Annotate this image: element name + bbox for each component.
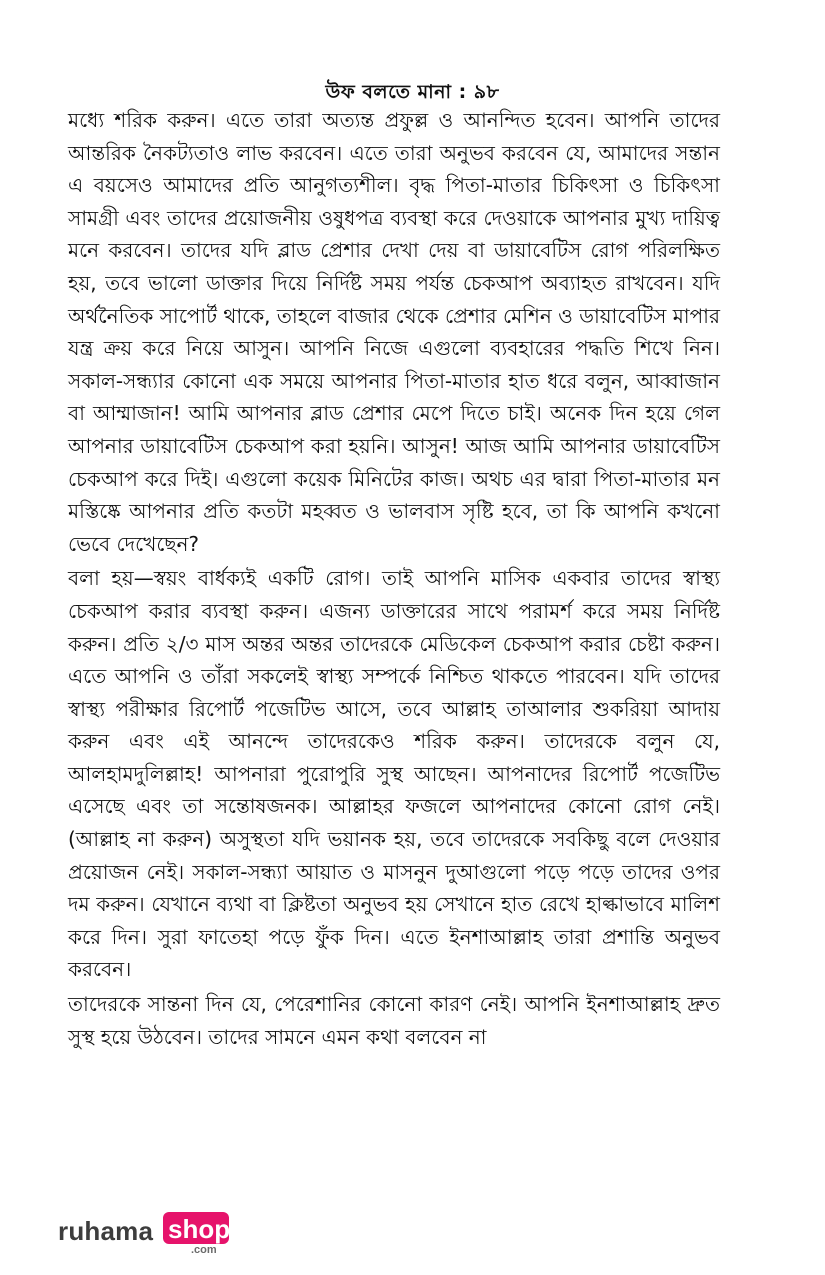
page-body: [68, 104, 720, 1053]
logo-text-shop: shop: [168, 1214, 231, 1244]
paragraph-1: মধ্যে শরিক করুন। এতে তারা অত্যন্ত প্রফুল্ল ও আনন্দিত হবেন। আপনি তাদের আন্তরিক নৈকট্যতাও লাভ করবেন। এতে তারা অনুভব করবেন যে, আমাদের সন্তান এ বয়সেও আমাদের প্রতি আনুগত্যশীল। বৃদ্ধ পিতা-মাতার চিকিৎসা ও চিকিৎসা সামগ্রী এবং তাদের প্রয়োজনীয় ওষুধপত্র ব্যবস্থা করে দেওয়াকে আপনার মুখ্য দায়িত্ব মনে করবেন। তাদের যদি ব্লাড প্রেশার দেখা দেয় বা ডায়াবেটিস রোগ পরিলক্ষিত হয়, তবে ভালো ডাক্তার দিয়ে নির্দিষ্ট সময় পর্যন্ত চেকআপ অব্যাহত রাখবেন। যদি অর্থনৈতিক সাপোর্ট থাকে, তাহলে বাজার থেকে প্রেশার মেশিন ও ডায়াবেটিস মাপার যন্ত্র ক্রয় করে নিয়ে আসুন। আপনি নিজে এগুলো ব্যবহারের পদ্ধতি শিখে নিন। সকাল-সন্ধ্যার কোনো এক সময়ে আপনার পিতা-মাতার হাত ধরে বলুন, আব্বাজান বা আম্মাজান! আমি আপনার ব্লাড প্রেশার মেপে দিতে চাই। অনেক দিন হয়ে গেল আপনার ডায়াবেটিস চেকআপ করা হয়নি। আসুন! আজ আমি আপনার ডায়াবেটিস চেকআপ করে দিই। এগুলো কয়েক মিনিটের কাজ। অথচ এর দ্বারা পিতা-মাতার মন মস্তিষ্কে আপনার প্রতি কতটা মহব্বত ও ভালবাস সৃষ্টি হবে, তা কি আপনি কখনো ভেবে দেখেছেন?: [68, 108, 720, 556]
running-header: উফ বলতে মানা : ৯৮: [325, 81, 500, 103]
paragraph-2: বলা হয়—স্বয়ং বার্ধক্যই একটি রোগ। তাই আপনি মাসিক একবার তাদের স্বাস্থ্য চেকআপ করার ব্যবস্থা করুন। এজন্য ডাক্তারের সাথে পরামর্শ করে সময় নির্দিষ্ট করুন। প্রতি ২/৩ মাস অন্তর অন্তর তাদেরকে মেডিকেল চেকআপ করার চেষ্টা করুন। এতে আপনি ও তাঁরা সকলেই স্বাস্থ্য সম্পর্কে নিশ্চিত থাকতে পারবেন। যদি তাদের স্বাস্থ্য পরীক্ষার রিপোর্ট পজেটিভ আসে, তবে আল্লাহ তাআলার শুকরিয়া আদায় করুন এবং এই আনন্দে তাদেরকেও শরিক করুন। তাদেরকে বলুন যে, আলহামদুলিল্লাহ! আপনারা পুরোপুরি সুস্থ আছেন। আপনাদের রিপোর্ট পজেটিভ এসেছে এবং তা সন্তোষজনক। আল্লাহর ফজলে আপনাদের কোনো রোগ নেই। (আল্লাহ না করুন) অসুস্থতা যদি ভয়ানক হয়, তবে তাদেরকে সবকিছু বলে দেওয়ার প্রয়োজন নেই। সকাল-সন্ধ্যা আয়াত ও মাসনুন দুআগুলো পড়ে পড়ে তাদের ওপর দম করুন। যেখানে ব্যথা বা ক্লিষ্টতা অনুভব হয় সেখানে হাত রেখে হাল্কাভাবে মালিশ করে দিন। সুরা ফাতেহা পড়ে ফুঁক দিন। এতে ইনশাআল্লাহ তারা প্রশান্তি অনুভব করবেন।: [68, 566, 720, 982]
logo-text-ruhama: ruhama: [58, 1216, 154, 1246]
paragraph-3: তাদেরকে সান্তনা দিন যে, পেরেশানির কোনো কারণ নেই। আপনি ইনশাআল্লাহ দ্রুত সুস্থ হয়ে উঠবেন। তাদের সামনে এমন কথা বলবেন না: [68, 992, 720, 1049]
logo-text-domain: .com: [191, 1244, 217, 1256]
